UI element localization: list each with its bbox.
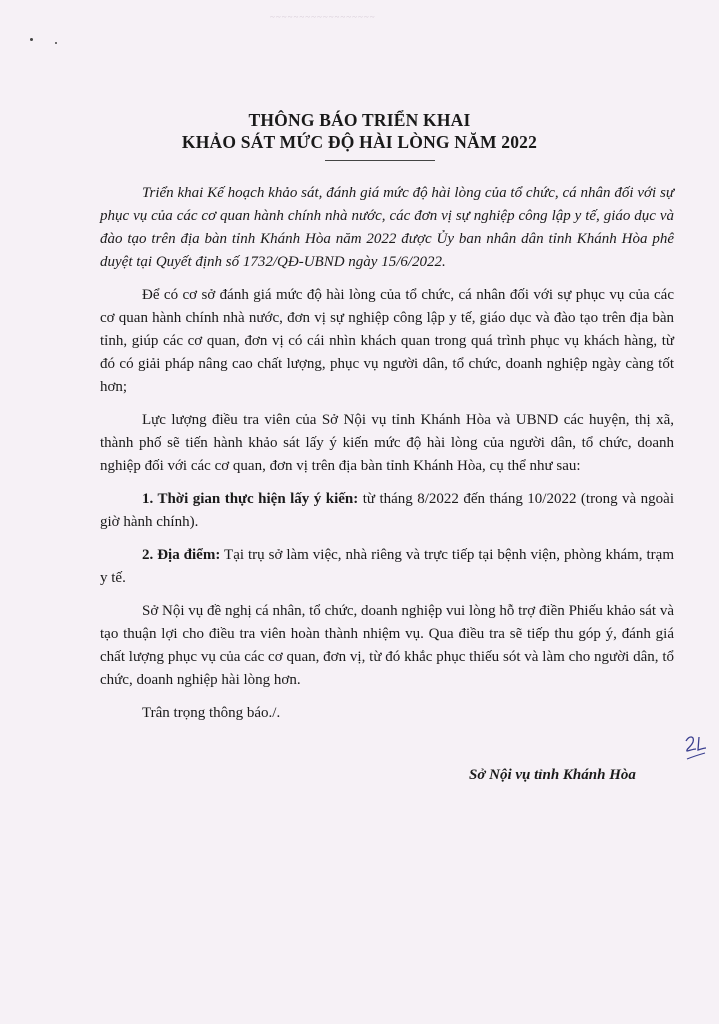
- paragraph-purpose: Để có cơ sở đánh giá mức độ hài lòng của tổ chức, cá nhân đối với sự phục vụ của các cơ quan hành chính nhà nước, đơn vị sự nghiệp công lập y tế, giáo dục và đào tạo trên địa bàn tỉnh, giúp các cơ quan, đơn vị có cái nhìn khách quan trong quá trình phục vụ khách hàng, từ đó có giải pháp nâng cao chất lượng, phục vụ người dân, tổ chức, doanh nghiệp ngày càng tốt hơn;: [100, 287, 674, 395]
- title-line-1: THÔNG BÁO TRIỂN KHAI: [248, 110, 471, 130]
- scan-speck: [30, 38, 33, 41]
- item-time-text: từ tháng 8/2022 đến tháng 10/2022 (trong và ngoài giờ hành chính).: [100, 491, 674, 530]
- signature-block: Sở Nội vụ tỉnh Khánh Hòa: [469, 767, 636, 783]
- item-time-label: 1. Thời gian thực hiện lấy ý kiến:: [142, 491, 359, 507]
- paragraph-survey-team: Lực lượng điều tra viên của Sở Nội vụ tỉnh Khánh Hòa và UBND các huyện, thị xã, thành phố sẽ tiến hành khảo sát lấy ý kiến mức độ hài lòng của người dân, tổ chức, doanh nghiệp đối với các cơ quan, đơn vị trên địa bàn tỉnh Khánh Hòa, cụ thể như sau:: [100, 412, 674, 474]
- scan-speck: [55, 42, 57, 44]
- item-location: [100, 544, 674, 590]
- intro-paragraph: Triển khai Kế hoạch khảo sát, đánh giá mức độ hài lòng của tổ chức, cá nhân đối với sự phục vụ của các cơ quan hành chính nhà nước, các đơn vị sự nghiệp công lập y tế, giáo dục và đào tạo trên địa bàn tỉnh Khánh Hòa năm 2022 được Ủy ban nhân dân tỉnh Khánh Hòa phê duyệt tại Quyết định số 1732/QĐ-UBND ngày 15/6/2022.: [100, 185, 674, 270]
- item-time: [100, 488, 674, 534]
- title-line-2: KHẢO SÁT MỨC ĐỘ HÀI LÒNG NĂM 2022: [181, 132, 538, 152]
- title-underline: [325, 160, 435, 161]
- item-location-text: Tại trụ sở làm việc, nhà riêng và trực tiếp tại bệnh viện, phòng khám, trạm y tế.: [100, 547, 674, 586]
- document-body: [100, 182, 674, 735]
- paragraph-request: Sở Nội vụ đề nghị cá nhân, tổ chức, doanh nghiệp vui lòng hỗ trợ điền Phiếu khảo sát và tạo thuận lợi cho điều tra viên hoàn thành nhiệm vụ. Qua điều tra sẽ tiếp thu góp ý, đánh giá chất lượng phục vụ của các cơ quan, đơn vị, từ đó khắc phục thiếu sót và làm cho người dân, tổ chức, doanh nghiệp hài lòng hơn.: [100, 603, 674, 688]
- item-location-label: 2. Địa điểm:: [142, 547, 221, 563]
- closing-line: Trân trọng thông báo./.: [142, 705, 281, 721]
- faint-header-text: ~~~~~~~~~~~~~~~~~~: [270, 12, 376, 22]
- handwritten-initial-mark: [683, 733, 709, 767]
